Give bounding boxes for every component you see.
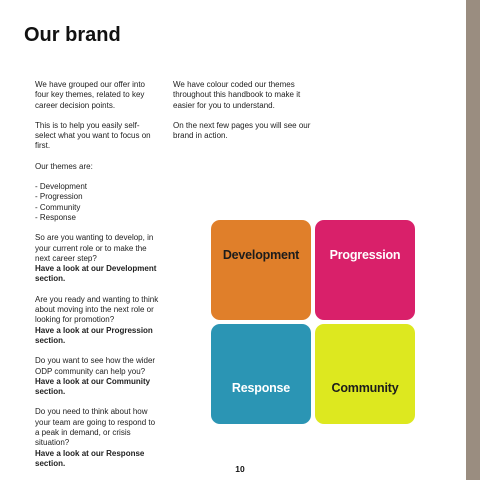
page-number: 10: [235, 464, 245, 474]
development-cta: Have a look at our Development section.: [35, 264, 157, 284]
progression-tile-label: Progression: [329, 248, 401, 262]
progression-tile: [315, 220, 415, 320]
development-tile-label: Development: [222, 248, 300, 262]
right-column: [173, 80, 313, 151]
theme-list: [35, 182, 160, 223]
response-question: Do you need to think about how your team are going to respond to a peak in demand, or crisis situation?: [35, 407, 156, 448]
community-section-prompt: [35, 356, 160, 397]
theme-tiles-graphic: [211, 220, 415, 424]
theme-list-item: - Development: [35, 182, 88, 192]
development-section-prompt: [35, 233, 160, 284]
progression-question: Are you ready and wanting to think about moving into the next role or looking for promotion?: [35, 294, 159, 325]
page-title: Our brand: [24, 24, 121, 46]
community-tile-label: Community: [331, 381, 399, 395]
community-tile: [315, 324, 415, 424]
development-question: So are you wanting to develop, in your current role or to make the next career step?: [35, 233, 154, 263]
sidebar-stripe: [466, 0, 480, 480]
themes-heading: Our themes are:: [35, 161, 93, 171]
response-section-prompt: [35, 407, 160, 469]
colour-coded-paragraph: We have colour coded our themes throughout this handbook to make it easier for you to understand.: [173, 80, 301, 110]
intro-paragraph: We have grouped our offer into four key themes, related to key career decision points.: [35, 80, 145, 110]
left-column: [35, 80, 160, 479]
community-question: Do you want to see how the wider ODP community can help you?: [35, 356, 156, 376]
theme-list-item: - Progression: [35, 192, 83, 202]
theme-list-item: - Response: [35, 212, 76, 222]
response-cta: Have a look at our Response section.: [35, 448, 145, 468]
progression-cta: Have a look at our Progression section.: [35, 325, 153, 345]
progression-section-prompt: [35, 295, 160, 346]
response-tile-label: Response: [231, 381, 291, 395]
next-pages-paragraph: On the next few pages you will see our brand in action.: [173, 120, 311, 141]
help-paragraph: This is to help you easily self-select what you want to focus on first.: [35, 120, 151, 151]
response-tile: [211, 324, 311, 424]
community-cta: Have a look at our Community section.: [35, 376, 151, 397]
theme-list-item: - Community: [35, 202, 81, 212]
development-tile: [211, 220, 311, 320]
